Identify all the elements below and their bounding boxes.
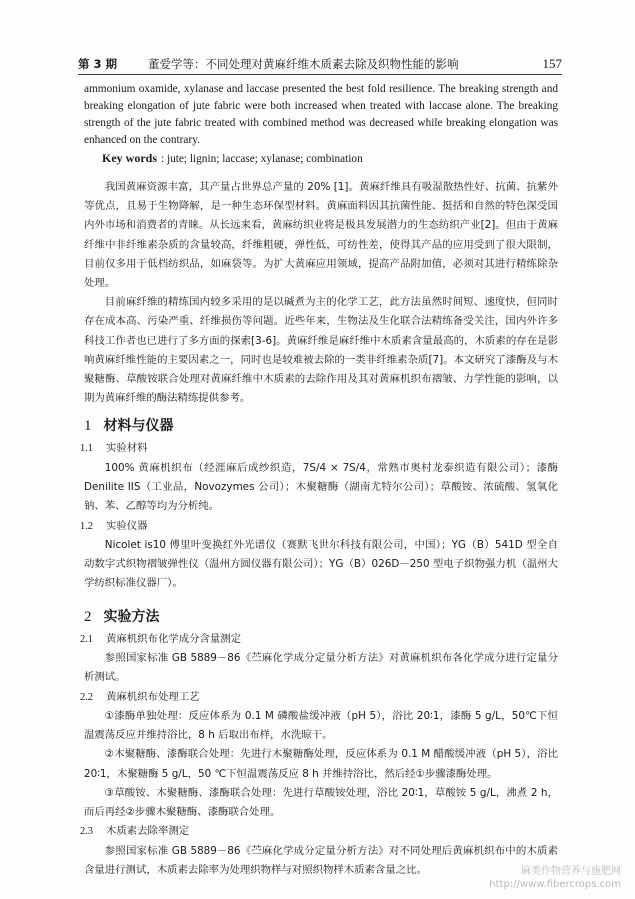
section-1-title: 材料与仪器 xyxy=(103,418,174,435)
instruments-paragraph: Nicolet is10 傅里叶变换红外光谱仪（赛默飞世尔科技有限公司，中国）；YG（B）541D 型全自动数字式织物褶皱弹性仪（温州方圆仪器有限公司）；YG（B）026D－250 型电子织物强力机（温州大学纺织标准仪器厂）。 xyxy=(84,539,558,590)
subsection-2-2-heading xyxy=(80,688,558,708)
watermark-site-name: 麻类作物营养与施肥网 xyxy=(521,866,621,877)
subsection-2-3-heading xyxy=(80,822,558,842)
intro-paragraph-1: 我国黄麻资源丰富，其产量占世界总产量的 20% [1]。黄麻纤维具有吸湿散热性好、抗菌、抗紫外等优点，且易于生物降解，是一种生态环保型材料。黄麻面料因其抗菌性能、挺括和自然的特色深受国内外市场和消费者的青睐。从长远来看，黄麻纺织业将是极具发展潜力的生态纺织产业[2]。但由于黄麻纤维中非纤维素杂质的含量较高，纤维粗硬，弹性低，可纺性差，使得其产品的应用受到了很大限制，目前仅多用于低档纺织品，如麻袋等。为扩大黄麻应用领域，提高产品附加值，必须对其进行精练除杂处理。 xyxy=(84,181,558,290)
running-title: 董爱学等：不同处理对黄麻纤维木质素去除及织物性能的影响 xyxy=(148,57,459,71)
lignin-removal-paragraph: 参照国家标准 GB 5889－86《苎麻化学成分定量分析方法》对不同处理后黄麻机织布中的木质素含量进行测试，木质素去除率为处理织物样与对照织物样木质素含量之比。 xyxy=(84,844,558,876)
subsection-title: 黄麻机织布化学成分含量测定 xyxy=(106,632,242,645)
subsection-title: 实验仪器 xyxy=(106,519,148,532)
treatment-step-1: ①漆酶单独处理：反应体系为 0.1 M 磷酸盐缓冲液（pH 5），浴比 20∶1，漆酶 5 g/L，50℃下恒温震荡反应并维持浴比，8 h 后取出布样，水洗晾干。 xyxy=(84,710,558,742)
subsection-title: 实验材料 xyxy=(106,442,148,455)
subsection-number: 2.3 xyxy=(80,826,93,838)
composition-paragraph: 参照国家标准 GB 5889－86《苎麻化学成分定量分析方法》对黄麻机织布各化学成分进行定量分析测试。 xyxy=(84,652,558,684)
section-2-number: 2 xyxy=(84,608,92,625)
section-1-heading xyxy=(84,414,558,439)
subsection-2-1-heading xyxy=(80,630,558,650)
materials-paragraph: 100% 黄麻机织布（经涯麻后成纱织造，7S/4 × 7S/4，常熟市奥村龙泰织造有限公司）；漆酶 Denilite IIS（工业品，Novozymes 公司）；木聚糖酶（湖南尤特尔公司）；草酸铵、浓硫酸、氢氧化钠、苯、乙醇等均为分析纯。 xyxy=(84,461,558,513)
page-content xyxy=(80,80,558,880)
subsection-title: 木质素去除率测定 xyxy=(106,825,190,838)
intro-paragraph-2: 目前麻纤维的精练国内较多采用的是以碱煮为主的化学工艺，此方法虽然时间短、速度快，但同时存在成本高、污染严重、纤维损伤等问题。近些年来，生物法及生化联合法精练备受关注，国内外许多科技工作者也已进行了多方面的探索[3-6]。黄麻纤维是麻纤维中木质素含量最高的，木质素的存在是影响黄麻纤维性能的主要因素之一，同时也是较难被去除的一类非纤维素杂质[7]。本文研究了漆酶及与木聚糖酶、草酸铵联合处理对黄麻纤维中木质素的去除作用及其对黄麻机织布褶皱、力学性能的影响，以期为黄麻纤维的酶法精练提供参考。 xyxy=(84,296,558,405)
treatment-step-3: ③草酸铵、木聚糖酶、漆酶联合处理：先进行草酸铵处理，浴比 20∶1，草酸铵 5 g/L，沸煮 2 h，而后再经②步骤木聚糖酶、漆酶联合处理。 xyxy=(84,786,558,819)
subsection-number: 2.2 xyxy=(80,691,93,703)
running-header xyxy=(78,56,562,72)
section-2-title: 实验方法 xyxy=(103,608,160,625)
treatment-step-2: ②木聚糖酶、漆酶联合处理：先进行木聚糖酶处理，反应体系为 0.1 M 醋酸缓冲液（pH 5），浴比 20∶1，木聚糖酶 5 g/L，50 ℃下恒温震荡反应 8 h 并维持浴比，然后经①步骤漆酶处理。 xyxy=(84,748,558,780)
subsection-title: 黄麻机织布处理工艺 xyxy=(106,690,200,703)
issue-number: 第 3 期 xyxy=(78,57,118,71)
keywords-text: : jute; lignin; laccase; xylanase; combination xyxy=(161,153,363,165)
subsection-1-2-heading xyxy=(80,517,558,537)
header-rule xyxy=(78,74,562,75)
page-number: 157 xyxy=(542,56,562,71)
abstract-tail: ammonium oxamide, xylanase and laccase presented the best fold resilience. The breaking strength and breaking elongation of jute fabric were both increased when treated with laccase alone. The breaking strength of the jute fabric treated with combined method was decreased while breaking elongation was enhanced on the contrary. xyxy=(84,83,558,146)
subsection-number: 2.1 xyxy=(80,633,93,645)
keywords-label: Key words xyxy=(102,151,157,165)
subsection-number: 1.2 xyxy=(80,520,93,532)
keywords xyxy=(84,151,558,166)
watermark-url: http://www.fibercrops.com xyxy=(489,879,621,890)
subsection-number: 1.1 xyxy=(80,443,93,455)
section-2-heading xyxy=(84,605,558,630)
subsection-1-1-heading xyxy=(80,439,558,459)
section-1-number: 1 xyxy=(84,418,92,435)
watermark xyxy=(489,865,621,891)
